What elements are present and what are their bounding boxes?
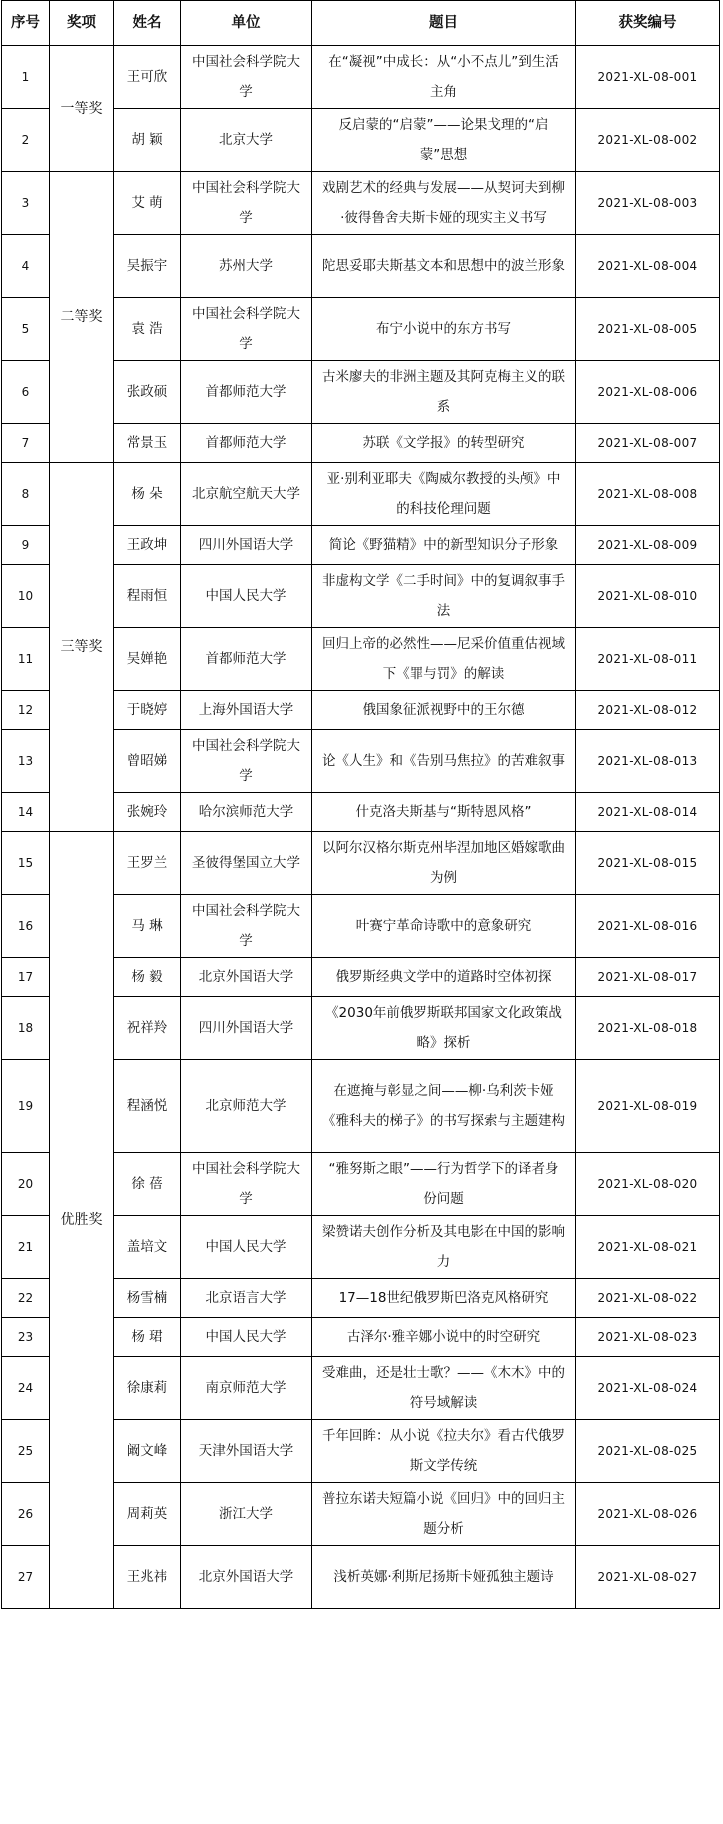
row-title: 俄国象征派视野中的王尔德 — [312, 691, 576, 730]
row-code: 2021-XL-08-017 — [576, 958, 720, 997]
row-unit: 中国人民大学 — [181, 565, 312, 628]
row-unit: 中国人民大学 — [181, 1318, 312, 1357]
row-name: 张政硕 — [114, 361, 181, 424]
row-code: 2021-XL-08-012 — [576, 691, 720, 730]
row-unit: 中国社会科学院大学 — [181, 730, 312, 793]
row-name: 徐康莉 — [114, 1357, 181, 1420]
row-number: 13 — [2, 730, 50, 793]
row-unit: 中国社会科学院大学 — [181, 298, 312, 361]
header-code: 获奖编号 — [576, 1, 720, 46]
row-title: 回归上帝的必然性——尼采价值重估视域下《罪与罚》的解读 — [312, 628, 576, 691]
row-name: 胡 颖 — [114, 109, 181, 172]
row-name: 马 琳 — [114, 895, 181, 958]
header-no: 序号 — [2, 1, 50, 46]
row-title: 什克洛夫斯基与“斯特恩风格” — [312, 793, 576, 832]
row-title: 受难曲，还是壮士歌？——《木木》中的符号域解读 — [312, 1357, 576, 1420]
row-unit: 北京外国语大学 — [181, 1546, 312, 1609]
row-name: 杨雪楠 — [114, 1279, 181, 1318]
row-code: 2021-XL-08-022 — [576, 1279, 720, 1318]
row-name: 王政坤 — [114, 526, 181, 565]
row-name: 袁 浩 — [114, 298, 181, 361]
award-second: 二等奖 — [50, 172, 114, 463]
row-code: 2021-XL-08-006 — [576, 361, 720, 424]
row-name: 阚文峰 — [114, 1420, 181, 1483]
row-name: 于晓婷 — [114, 691, 181, 730]
row-number: 3 — [2, 172, 50, 235]
row-code: 2021-XL-08-027 — [576, 1546, 720, 1609]
row-number: 18 — [2, 997, 50, 1060]
row-number: 15 — [2, 832, 50, 895]
row-code: 2021-XL-08-021 — [576, 1216, 720, 1279]
row-name: 王可欣 — [114, 46, 181, 109]
row-title: 在遮掩与彰显之间——柳·乌利茨卡娅《雅科夫的梯子》的书写探索与主题建构 — [312, 1060, 576, 1153]
row-title: 在“凝视”中成长：从“小不点儿”到生活主角 — [312, 46, 576, 109]
row-title: 非虚构文学《二手时间》中的复调叙事手法 — [312, 565, 576, 628]
row-number: 4 — [2, 235, 50, 298]
row-unit: 中国人民大学 — [181, 1216, 312, 1279]
row-name: 王兆祎 — [114, 1546, 181, 1609]
row-unit: 四川外国语大学 — [181, 997, 312, 1060]
row-number: 11 — [2, 628, 50, 691]
header-title: 题目 — [312, 1, 576, 46]
row-title: 梁赞诺夫创作分析及其电影在中国的影响力 — [312, 1216, 576, 1279]
row-number: 26 — [2, 1483, 50, 1546]
row-code: 2021-XL-08-026 — [576, 1483, 720, 1546]
row-code: 2021-XL-08-001 — [576, 46, 720, 109]
row-code: 2021-XL-08-019 — [576, 1060, 720, 1153]
row-unit: 浙江大学 — [181, 1483, 312, 1546]
row-unit: 哈尔滨师范大学 — [181, 793, 312, 832]
row-number: 23 — [2, 1318, 50, 1357]
row-title: 论《人生》和《告别马焦拉》的苦难叙事 — [312, 730, 576, 793]
row-title: 普拉东诺夫短篇小说《回归》中的回归主题分析 — [312, 1483, 576, 1546]
row-unit: 北京航空航天大学 — [181, 463, 312, 526]
row-unit: 上海外国语大学 — [181, 691, 312, 730]
row-name: 周莉英 — [114, 1483, 181, 1546]
row-number: 8 — [2, 463, 50, 526]
row-unit: 中国社会科学院大学 — [181, 172, 312, 235]
row-title: “雅努斯之眼”——行为哲学下的译者身份问题 — [312, 1153, 576, 1216]
table-row — [2, 172, 720, 235]
awards-table — [1, 0, 720, 1609]
row-code: 2021-XL-08-013 — [576, 730, 720, 793]
row-code: 2021-XL-08-011 — [576, 628, 720, 691]
header-row — [2, 1, 720, 46]
row-unit: 圣彼得堡国立大学 — [181, 832, 312, 895]
row-title: 千年回眸：从小说《拉夫尔》看古代俄罗斯文学传统 — [312, 1420, 576, 1483]
row-number: 16 — [2, 895, 50, 958]
row-title: 苏联《文学报》的转型研究 — [312, 424, 576, 463]
row-unit: 中国社会科学院大学 — [181, 895, 312, 958]
table-row — [2, 832, 720, 895]
row-title: 简论《野猫精》中的新型知识分子形象 — [312, 526, 576, 565]
row-name: 曾昭娣 — [114, 730, 181, 793]
row-number: 10 — [2, 565, 50, 628]
row-name: 杨 珺 — [114, 1318, 181, 1357]
row-unit: 中国社会科学院大学 — [181, 46, 312, 109]
row-name: 杨 朵 — [114, 463, 181, 526]
row-title: 《2030年前俄罗斯联邦国家文化政策战略》探析 — [312, 997, 576, 1060]
row-code: 2021-XL-08-005 — [576, 298, 720, 361]
row-number: 25 — [2, 1420, 50, 1483]
row-title: 反启蒙的“启蒙”——论果戈理的“启蒙”思想 — [312, 109, 576, 172]
row-number: 14 — [2, 793, 50, 832]
row-code: 2021-XL-08-016 — [576, 895, 720, 958]
row-number: 22 — [2, 1279, 50, 1318]
header-award: 奖项 — [50, 1, 114, 46]
row-name: 王罗兰 — [114, 832, 181, 895]
row-code: 2021-XL-08-015 — [576, 832, 720, 895]
row-code: 2021-XL-08-014 — [576, 793, 720, 832]
row-unit: 中国社会科学院大学 — [181, 1153, 312, 1216]
row-name: 艾 萌 — [114, 172, 181, 235]
row-title: 叶赛宁革命诗歌中的意象研究 — [312, 895, 576, 958]
row-unit: 北京师范大学 — [181, 1060, 312, 1153]
row-code: 2021-XL-08-004 — [576, 235, 720, 298]
row-title: 以阿尔汉格尔斯克州毕涅加地区婚嫁歌曲为例 — [312, 832, 576, 895]
row-unit: 首都师范大学 — [181, 628, 312, 691]
row-title: 俄罗斯经典文学中的道路时空体初探 — [312, 958, 576, 997]
row-name: 杨 毅 — [114, 958, 181, 997]
row-title: 古泽尔·雅辛娜小说中的时空研究 — [312, 1318, 576, 1357]
table-row — [2, 46, 720, 109]
row-number: 7 — [2, 424, 50, 463]
award-third: 三等奖 — [50, 463, 114, 832]
row-number: 9 — [2, 526, 50, 565]
row-code: 2021-XL-08-018 — [576, 997, 720, 1060]
row-name: 程雨恒 — [114, 565, 181, 628]
row-number: 19 — [2, 1060, 50, 1153]
row-number: 24 — [2, 1357, 50, 1420]
award-first: 一等奖 — [50, 46, 114, 172]
row-number: 27 — [2, 1546, 50, 1609]
row-name: 徐 蓓 — [114, 1153, 181, 1216]
row-number: 2 — [2, 109, 50, 172]
row-title: 亚·别利亚耶夫《陶威尔教授的头颅》中的科技伦理问题 — [312, 463, 576, 526]
row-code: 2021-XL-08-008 — [576, 463, 720, 526]
award-honorable: 优胜奖 — [50, 832, 114, 1609]
row-name: 盖培文 — [114, 1216, 181, 1279]
header-name: 姓名 — [114, 1, 181, 46]
row-number: 5 — [2, 298, 50, 361]
row-name: 程涵悦 — [114, 1060, 181, 1153]
row-title: 浅析英娜·利斯尼扬斯卡娅孤独主题诗 — [312, 1546, 576, 1609]
row-code: 2021-XL-08-025 — [576, 1420, 720, 1483]
row-title: 古米廖夫的非洲主题及其阿克梅主义的联系 — [312, 361, 576, 424]
row-unit: 北京语言大学 — [181, 1279, 312, 1318]
row-number: 6 — [2, 361, 50, 424]
row-unit: 南京师范大学 — [181, 1357, 312, 1420]
row-code: 2021-XL-08-002 — [576, 109, 720, 172]
header-unit: 单位 — [181, 1, 312, 46]
row-name: 吴婵艳 — [114, 628, 181, 691]
row-title: 戏剧艺术的经典与发展——从契诃夫到柳·彼得鲁舍夫斯卡娅的现实主义书写 — [312, 172, 576, 235]
row-unit: 苏州大学 — [181, 235, 312, 298]
row-name: 吴振宇 — [114, 235, 181, 298]
row-code: 2021-XL-08-020 — [576, 1153, 720, 1216]
row-code: 2021-XL-08-009 — [576, 526, 720, 565]
row-code: 2021-XL-08-007 — [576, 424, 720, 463]
row-title: 17—18世纪俄罗斯巴洛克风格研究 — [312, 1279, 576, 1318]
row-name: 祝祥羚 — [114, 997, 181, 1060]
row-number: 20 — [2, 1153, 50, 1216]
row-code: 2021-XL-08-023 — [576, 1318, 720, 1357]
row-unit: 首都师范大学 — [181, 424, 312, 463]
row-title: 陀思妥耶夫斯基文本和思想中的波兰形象 — [312, 235, 576, 298]
row-number: 12 — [2, 691, 50, 730]
row-unit: 天津外国语大学 — [181, 1420, 312, 1483]
row-number: 17 — [2, 958, 50, 997]
row-number: 1 — [2, 46, 50, 109]
row-unit: 首都师范大学 — [181, 361, 312, 424]
row-unit: 北京大学 — [181, 109, 312, 172]
row-number: 21 — [2, 1216, 50, 1279]
row-unit: 北京外国语大学 — [181, 958, 312, 997]
row-unit: 四川外国语大学 — [181, 526, 312, 565]
row-code: 2021-XL-08-024 — [576, 1357, 720, 1420]
table-row — [2, 463, 720, 526]
row-name: 常景玉 — [114, 424, 181, 463]
row-name: 张婉玲 — [114, 793, 181, 832]
row-code: 2021-XL-08-003 — [576, 172, 720, 235]
row-code: 2021-XL-08-010 — [576, 565, 720, 628]
row-title: 布宁小说中的东方书写 — [312, 298, 576, 361]
